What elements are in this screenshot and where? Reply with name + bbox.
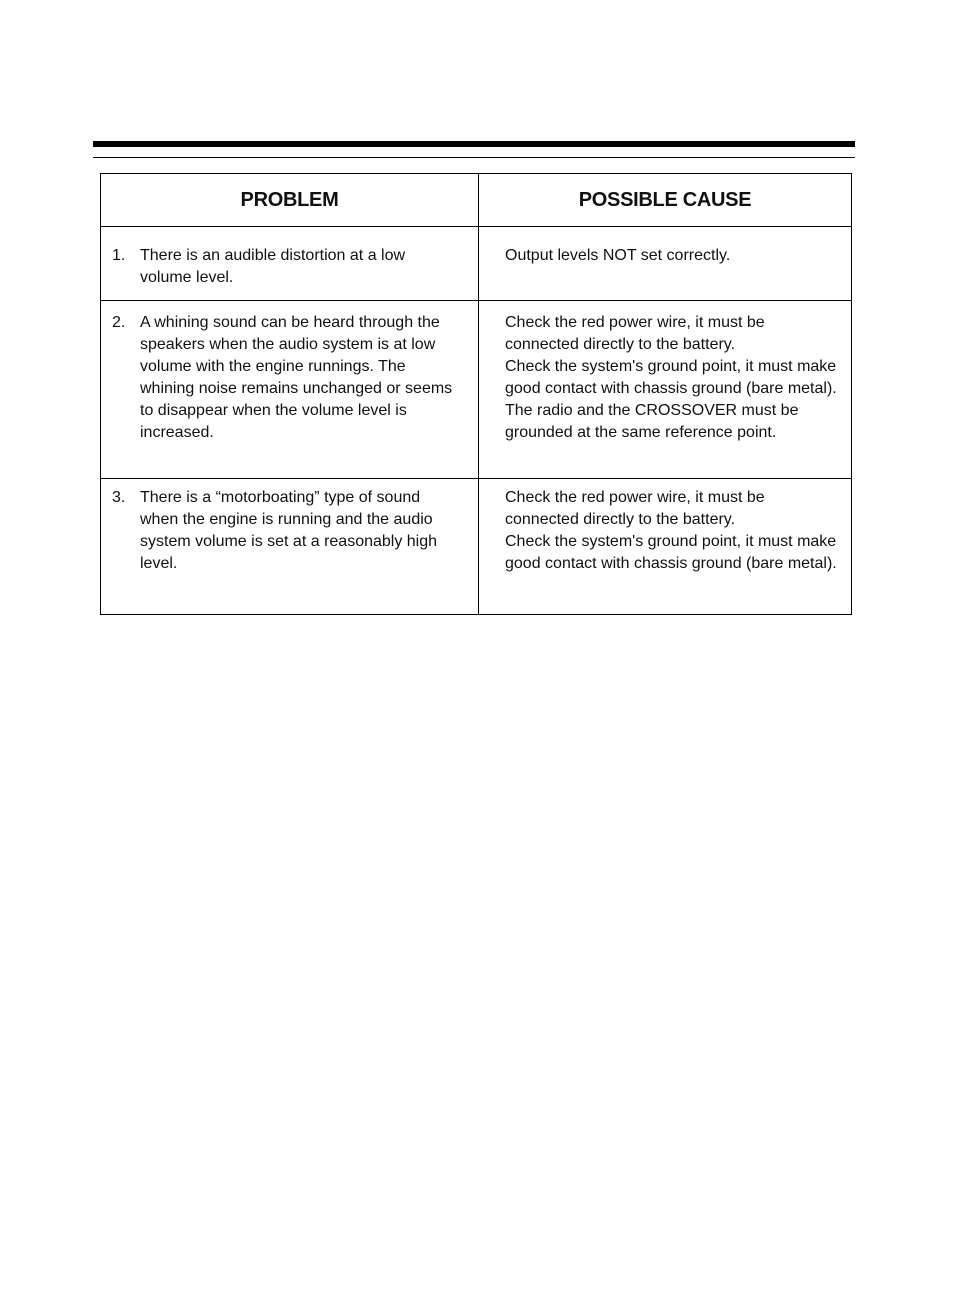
problem-cell <box>101 479 479 615</box>
cause-text: The radio and the CROSSOVER must be grounded at the same reference point. <box>505 402 799 441</box>
problem-text: A whining sound can be heard through the speakers when the audio system is at low volume with the engine runnings. The whining noise remains unchanged or seems to disappear when the volume level is increased. <box>140 314 453 441</box>
cause-text: Check the red power wire, it must be connected directly to the battery. <box>505 489 765 528</box>
cause-text: Check the system's ground point, it must make good contact with chassis ground (bare metal). <box>505 533 837 572</box>
troubleshooting-table <box>100 173 852 615</box>
problem-cell <box>101 227 479 301</box>
cause-column-header: POSSIBLE CAUSE <box>479 174 852 227</box>
cause-cell <box>479 227 852 301</box>
problem-number: 3. <box>112 489 126 506</box>
problem-text: There is an audible distortion at a low volume level. <box>140 247 406 286</box>
cause-cell <box>479 479 852 615</box>
header-rule-thick <box>93 141 855 147</box>
cause-text: Output levels NOT set correctly. <box>505 247 731 264</box>
header-rule-thin <box>93 157 855 158</box>
table-row <box>101 479 852 615</box>
problem-text: There is a “motorboating” type of sound when the engine is running and the audio system volume is set at a reasonably high level. <box>140 489 438 572</box>
cause-text: Check the red power wire, it must be connected directly to the battery. <box>505 314 765 353</box>
problem-number: 1. <box>112 247 126 264</box>
problem-number: 2. <box>112 314 126 331</box>
cause-cell <box>479 301 852 479</box>
problem-column-header: PROBLEM <box>101 174 479 227</box>
cause-text: Check the system's ground point, it must make good contact with chassis ground (bare metal). <box>505 358 837 397</box>
table-row <box>101 227 852 301</box>
table-header-row <box>101 174 852 227</box>
table-row <box>101 301 852 479</box>
problem-cell <box>101 301 479 479</box>
